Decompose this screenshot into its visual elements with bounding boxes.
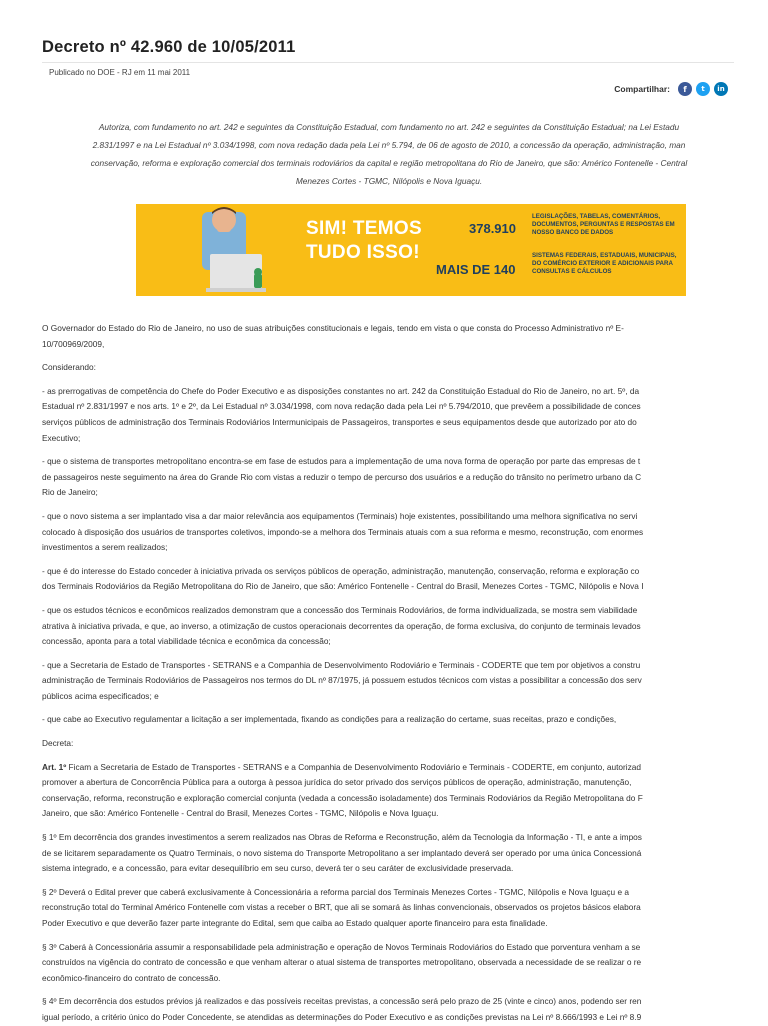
- article-label: Art. 1º: [42, 761, 67, 772]
- text-line: - que o novo sistema a ser implantado visa a dar maior relevância aos equipamentos (Terminais) hoje existentes, possibilitando uma melhora significativa no servi: [42, 510, 638, 521]
- considerando-item: [42, 384, 734, 446]
- banner-stat-number: 378.910: [469, 221, 516, 236]
- text-line: - que cabe ao Executivo regulamentar a licitação a ser implementada, fixando as condições para a realização do certame, suas receitas, prazo e condições,: [42, 714, 617, 725]
- title-divider: [42, 62, 734, 63]
- text-line: de passageiros neste seguimento na área do Grande Rio com vistas a reduzir o tempo de percurso dos usuários e a redução do trânsito no perímetro urbano da C: [42, 471, 642, 482]
- text-line: Janeiro, que são: Américo Fontenelle - Central do Brasil, Menezes Cortes - TGMC, Nilópolis e Nova Iguaçu.: [42, 808, 439, 819]
- text-line: - que o sistema de transportes metropolitano encontra-se em fase de estudos para a implementação de uma nova forma de operação por parte das empresas de t: [42, 456, 641, 467]
- text-line: administração de Terminais Rodoviários de Passageiros nos termos do DL nº 87/1975, já possuem estudos técnicos com vistas a possibilitar a concessão dos serv: [42, 675, 642, 686]
- decreta-heading: [42, 736, 734, 752]
- text-line: concessão, aponta para a total viabilidade técnica e econômica da concessão;: [42, 636, 331, 647]
- text-line: de se licitarem separadamente os Quatro Terminais, o novo sistema do Transporte Metropolitano a ser implantado deverá ser operado por uma única Concessioná: [42, 847, 642, 858]
- text-line: - as prerrogativas de competência do Chefe do Poder Executivo e as disposições constantes no art. 242 da Constituição Estadual do Rio de Janeiro, no art. 5º, da: [42, 385, 640, 396]
- facebook-icon[interactable]: f: [678, 82, 692, 96]
- article-text: Ficam a Secretaria de Estado de Transportes - SETRANS e a Companhia de Desenvolvimento Rodoviário e Terminais - CODERTE, em conjunto, autorizad: [66, 761, 641, 772]
- text-line: § 3º Caberá à Concessionária assumir a responsabilidade pela administração e operação de Novos Terminais Rodoviários do Estado que porventura venham a se: [42, 941, 641, 952]
- text-line: [42, 760, 734, 776]
- text-line: Decreta:: [42, 738, 74, 749]
- text-line: atrativa à iniciativa privada, e que, ao inverso, a otimização de custos operacionais decorrentes da operação, de forma exclusiva, do conjunto de terminais levados: [42, 620, 641, 631]
- text-line: O Governador do Estado do Rio de Janeiro, no uso de suas atribuições constitucionais e legais, tendo em vista o que consta do Processo Administrativo nº E-: [42, 323, 624, 333]
- text-line: construídos na vigência do contrato de concessão e que venham alterar o atual sistema de transportes metropolitano, observada a necessidade de se realizar o re: [42, 957, 642, 968]
- text-line: Estadual nº 2.831/1997 e nos arts. 1º e 2º, da Lei Estadual nº 3.034/1998, com nova redação dada pela Lei nº 5.794/2010, que prevêem a possibilidade de conces: [42, 401, 641, 412]
- text-line: Executivo;: [42, 432, 81, 443]
- share-label: Compartilhar:: [614, 84, 670, 94]
- text-line: econômico-financeiro do contrato de concessão.: [42, 972, 221, 983]
- banner-slogan: [306, 217, 422, 265]
- text-line: colocado à disposição dos usuários de transportes coletivos, impondo-se a melhora dos Terminais atuais com a sua reforma e mesmo, reconstrução, com enormes: [42, 526, 644, 537]
- text-line: serviços públicos de administração dos Terminais Rodoviários Intermunicipais de Passageiros, transportes e seus equipamentos desde que autorizado por ato do: [42, 416, 637, 427]
- published-info: Publicado no DOE - RJ em 11 mai 2011: [49, 68, 191, 77]
- banner-slogan-line: TUDO ISSO!: [306, 242, 420, 263]
- banner-stat-number: MAIS DE 140: [436, 262, 516, 277]
- text-line: § 4º Em decorrência dos estudos prévios já realizados e das possíveis receitas previstas, a concessão será pelo prazo de 25 (vinte e cinco) anos, podendo ser ren: [42, 996, 642, 1007]
- text-line: - que os estudos técnicos e econômicos realizados demonstram que a concessão dos Terminais Rodoviários, de forma individualizada, se mostra sem viabilidade: [42, 604, 638, 615]
- considerando-heading: [42, 360, 734, 376]
- paragraph-section: [42, 830, 734, 877]
- banner-person-laptop-illustration: [176, 204, 296, 296]
- text-line: Considerando:: [42, 362, 96, 373]
- considerando-item: [42, 603, 734, 650]
- text-line: § 2º Deverá o Edital prever que caberá exclusivamente à Concessionária a reforma parcial dos Terminais Menezes Cortes - TGMC, Nilópolis e Nova Iguaçu e a: [42, 886, 630, 897]
- linkedin-icon[interactable]: in: [714, 82, 728, 96]
- ad-banner[interactable]: [136, 204, 686, 296]
- summary-line: 2.831/1997 e na Lei Estadual nº 3.034/1998, com nova redação dada pela Lei nº 5.794, de 06 de agosto de 2010, a concessão da operação, administração, man: [92, 140, 686, 150]
- considerando-item: [42, 564, 734, 595]
- banner-stat-text: LEGISLAÇÕES, TABELAS, COMENTÁRIOS, DOCUMENTOS, PERGUNTAS E RESPOSTAS EM NOSSO BANCO DE DADOS: [532, 213, 675, 236]
- considerando-item: [42, 454, 734, 501]
- text-line: conservação, reforma, reconstrução e exploração comercial conjunta (vedada a concessão isoladamente) dos Terminais Rodoviários da Região Metropolitana do F: [42, 792, 643, 803]
- text-line: - que é do interesse do Estado conceder à iniciativa privada os serviços públicos de operação, administração, manutenção, conservação, reforma e exploração co: [42, 565, 640, 576]
- text-line: dos Terminais Rodoviários da Região Metropolitana do Rio de Janeiro, que são: Américo Fontenelle - Central do Brasil, Menezes Cortes - TGMC, Nilópolis e Nova I: [42, 581, 644, 592]
- share-bar: [614, 82, 728, 96]
- considerando-item: [42, 658, 734, 705]
- summary-line: conservação, reforma e exploração comercial dos terminais rodoviários da capital e região metropolitana do Rio de Janeiro, que são: Américo Fontenelle - Central: [90, 158, 688, 168]
- text-line: § 1º Em decorrência dos grandes investimentos a serem realizados nas Obras de Reforma e Reconstrução, além da Tecnologia da Informação - TI, e ante a impos: [42, 832, 642, 843]
- text-line: 10/700969/2009,: [42, 338, 105, 349]
- text-line: - que a Secretaria de Estado de Transportes - SETRANS e a Companhia de Desenvolvimento Rodoviário e Terminais - CODERTE que tem por objetivos a constru: [42, 659, 641, 670]
- considerando-item: [42, 509, 734, 556]
- decree-summary: [44, 118, 734, 190]
- text-line: reconstrução total do Terminal Américo Fontenelle com vistas a receber o BRT, que ali se somará às linhas convencionais, observados os projetos básicos elabora: [42, 902, 641, 913]
- text-line: investimentos a serem realizados;: [42, 542, 168, 553]
- twitter-icon[interactable]: t: [696, 82, 710, 96]
- text-line: Rio de Janeiro;: [42, 487, 98, 498]
- text-line: igual período, a critério único do Poder Concedente, se atendidas as determinações do Poder Executivo e as condições previstas na Lei nº 8.666/1993 e Lei nº 8.9: [42, 1011, 642, 1022]
- paragraph-section: [42, 994, 734, 1025]
- page-title: Decreto nº 42.960 de 10/05/2011: [42, 38, 296, 56]
- paragraph-section: [42, 885, 734, 932]
- text-line: promover a abertura de Concorrência Pública para a outorga à pessoa jurídica do setor privado dos serviços públicos de operação, administração, manutenção,: [42, 777, 632, 788]
- considerando-item: [42, 712, 734, 728]
- paragraph-section: [42, 940, 734, 987]
- banner-slogan-line: SIM! TEMOS: [306, 218, 422, 239]
- banner-stat-text: SISTEMAS FEDERAIS, ESTADUAIS, MUNICIPAIS, DO COMÉRCIO EXTERIOR E ADICIONAIS PARA CONSULTAS E CÁLCULOS: [532, 252, 677, 275]
- text-line: Poder Executivo e que deverão fazer parte integrante do Edital, sem que caiba ao Estado qualquer aporte financeiro para esta finalidade.: [42, 918, 548, 928]
- text-line: públicos acima especificados; e: [42, 690, 159, 701]
- article-1: [42, 760, 734, 822]
- summary-line: Menezes Cortes - TGMC, Nilópolis e Nova Iguaçu.: [295, 176, 483, 186]
- text-line: sistema integrado, e a concessão, para evitar desequilíbrio em seu curso, deverá ter o seu caráter de exclusividade preservada.: [42, 863, 514, 874]
- summary-line: Autoriza, com fundamento no art. 242 e seguintes da Constituição Estadual, com fundamento no art. 242 e seguintes da Constituição Estadual; na Lei Estadu: [98, 122, 680, 132]
- intro-paragraph: [42, 321, 734, 352]
- decree-body: [42, 321, 734, 1022]
